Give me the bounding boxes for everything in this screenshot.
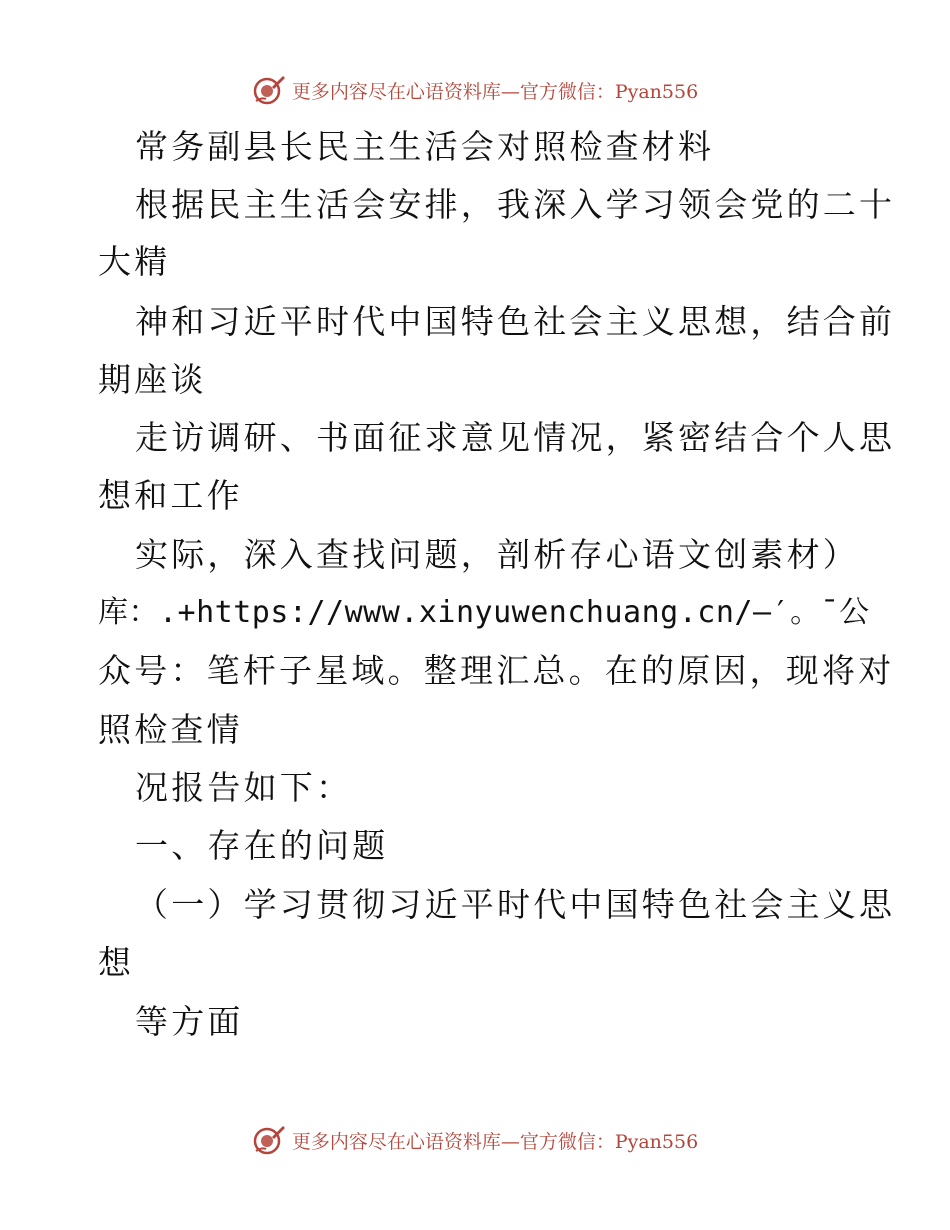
watermark-text: 更多内容尽在心语资料库—官方微信：Pyan556 (291, 1130, 699, 1153)
paragraph-line: 想 (98, 943, 135, 982)
paragraph-line: 照检查情 (98, 710, 243, 749)
paragraph-line-url: 库：.+https://www.xinyuwenchuang.cn/—′。¯公 (98, 595, 870, 630)
watermark-header (0, 70, 950, 110)
watermark-footer (0, 1120, 950, 1160)
document-title: 常务副县长民主生活会对照检查材料 (135, 127, 715, 166)
paragraph-line: 众号：笔杆子星域。整理汇总。在的原因，现将对 (98, 651, 895, 690)
paragraph-line: 神和习近平时代中国特色社会主义思想，结合前 (135, 302, 896, 341)
paragraph-line: 况报告如下： (135, 768, 353, 807)
paragraph-line: 实际，深入查找问题，剖析存心语文创素材） (135, 535, 859, 574)
paragraph-line: 大精 (98, 242, 171, 281)
subsection-heading: （一）学习贯彻习近平时代中国特色社会主义思 (135, 885, 896, 924)
paragraph-line: 想和工作 (98, 476, 243, 515)
paragraph-line: 期座谈 (98, 360, 207, 399)
brush-logo-icon (252, 1123, 286, 1157)
brush-logo-icon (252, 73, 286, 107)
watermark-text: 更多内容尽在心语资料库—官方微信：Pyan556 (291, 80, 699, 103)
paragraph-line: 根据民主生活会安排，我深入学习领会党的二十 (135, 185, 896, 224)
section-heading: 一、存在的问题 (135, 826, 389, 865)
paragraph-line: 等方面 (135, 1002, 244, 1041)
paragraph-line: 走访调研、书面征求意见情况，紧密结合个人思 (135, 418, 896, 457)
